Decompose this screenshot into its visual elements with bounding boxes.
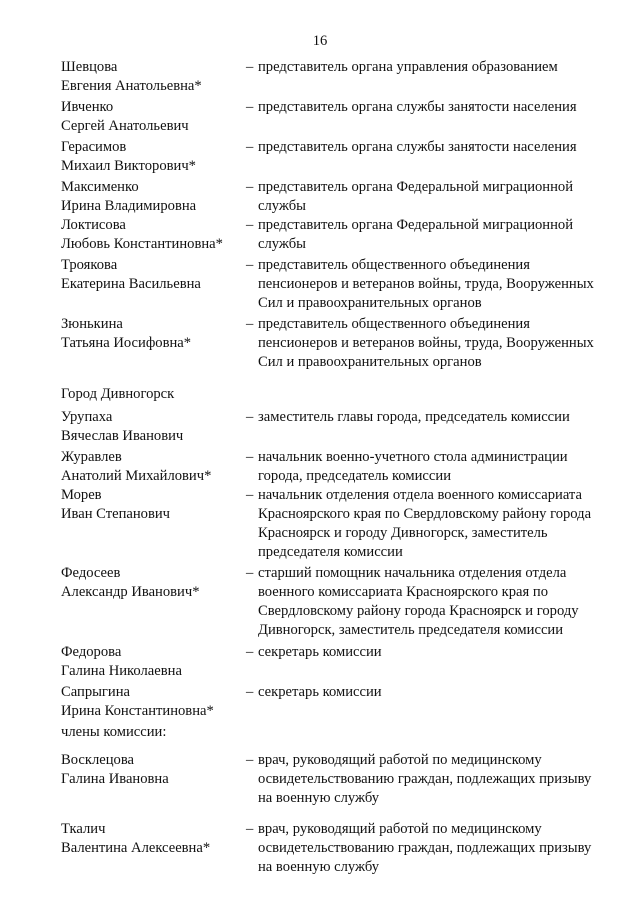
given-name: Анатолий Михайлович* — [61, 468, 212, 484]
dash: – — [246, 217, 254, 233]
person-name — [61, 216, 246, 254]
surname: Федорова — [61, 644, 122, 660]
dash: – — [246, 684, 254, 700]
given-name: Вячеслав Иванович — [61, 428, 184, 444]
person-role — [246, 683, 601, 702]
role-text: представитель органа службы занятости населения — [258, 139, 577, 155]
surname: Ивченко — [61, 99, 114, 115]
list-item — [61, 564, 601, 640]
dash: – — [246, 565, 254, 581]
role-text: начальник военно-учетного стола администрации города, председатель комиссии — [258, 449, 568, 484]
person-role — [246, 408, 601, 427]
person-role — [246, 98, 601, 117]
surname: Шевцова — [61, 59, 118, 75]
role-text: врач, руководящий работой по медицинскому освидетельствованию граждан, подлежащих призыву на военную службу — [258, 821, 592, 875]
dash: – — [246, 752, 254, 768]
commission-list — [61, 58, 601, 877]
given-name: Александр Иванович* — [61, 584, 200, 600]
given-name: Евгения Анатольевна* — [61, 78, 202, 94]
list-item — [61, 315, 601, 372]
dash: – — [246, 257, 254, 273]
list-item — [61, 256, 601, 313]
person-name — [61, 138, 246, 176]
page-number: 16 — [312, 33, 328, 49]
person-name — [61, 486, 246, 524]
dash: – — [246, 409, 254, 425]
section-heading-city: Город Дивногорск — [61, 386, 175, 402]
person-role — [246, 216, 601, 254]
given-name: Ирина Владимировна — [61, 198, 197, 214]
given-name: Иван Степанович — [61, 506, 171, 522]
role-text: представитель общественного объединения пенсионеров и ветеранов войны, труда, Вооруженных Сил и правоохранительных органов — [258, 316, 594, 370]
person-name — [61, 448, 246, 486]
person-name — [61, 58, 246, 96]
surname: Урупаха — [61, 409, 113, 425]
dash: – — [246, 59, 254, 75]
list-item — [61, 751, 601, 808]
surname: Герасимов — [61, 139, 127, 155]
surname: Троякова — [61, 257, 118, 273]
person-name — [61, 751, 246, 789]
person-name — [61, 178, 246, 216]
person-role — [246, 643, 601, 662]
list-item — [61, 486, 601, 562]
person-role — [246, 138, 601, 157]
person-role — [246, 448, 601, 486]
dash: – — [246, 139, 254, 155]
surname: Сапрыгина — [61, 684, 131, 700]
role-text: секретарь комиссии — [258, 684, 382, 700]
surname: Морев — [61, 487, 102, 503]
dash: – — [246, 821, 254, 837]
person-name — [61, 820, 246, 858]
role-text: представитель органа Федеральной миграционной службы — [258, 179, 574, 214]
person-role — [246, 315, 601, 372]
role-text: секретарь комиссии — [258, 644, 382, 660]
list-item — [61, 216, 601, 254]
person-name — [61, 643, 246, 681]
surname: Восклецова — [61, 752, 135, 768]
dash: – — [246, 179, 254, 195]
list-item — [61, 643, 601, 681]
surname: Журавлев — [61, 449, 122, 465]
person-name — [61, 683, 246, 721]
dash: – — [246, 99, 254, 115]
role-text: представитель общественного объединения пенсионеров и ветеранов войны, труда, Вооруженных Сил и правоохранительных органов — [258, 257, 594, 311]
person-role — [246, 178, 601, 216]
given-name: Валентина Алексеевна* — [61, 840, 211, 856]
list-item — [61, 178, 601, 216]
surname: Зюнькина — [61, 316, 123, 332]
person-name — [61, 98, 246, 136]
role-text: старший помощник начальника отделения отдела военного комиссариата Красноярского края по Свердловскому району города Красноярск и городу Дивногорск, заместитель председателя комиссии — [258, 565, 579, 638]
role-text: начальник отделения отдела военного комиссариата Красноярского края по Свердловскому району города Красноярск и городу Дивногорск, заместитель председателя комиссии — [258, 487, 592, 560]
dash: – — [246, 316, 254, 332]
person-role — [246, 486, 601, 562]
role-text: представитель органа Федеральной миграционной службы — [258, 217, 574, 252]
given-name: Екатерина Васильевна — [61, 276, 201, 292]
role-text: представитель органа службы занятости населения — [258, 99, 577, 115]
list-item — [61, 98, 601, 136]
list-item — [61, 138, 601, 176]
given-name: Ирина Константиновна* — [61, 703, 214, 719]
given-name: Сергей Анатольевич — [61, 118, 189, 134]
role-text: врач, руководящий работой по медицинскому освидетельствованию граждан, подлежащих призыву на военную службу — [258, 752, 592, 806]
person-role — [246, 751, 601, 808]
surname: Максименко — [61, 179, 139, 195]
person-name — [61, 564, 246, 602]
surname: Локтисова — [61, 217, 126, 233]
dash: – — [246, 644, 254, 660]
role-text: представитель органа управления образованием — [258, 59, 558, 75]
dash: – — [246, 449, 254, 465]
person-role — [246, 58, 601, 77]
list-item — [61, 448, 601, 486]
given-name: Михаил Викторович* — [61, 158, 196, 174]
surname: Федосеев — [61, 565, 121, 581]
person-name — [61, 315, 246, 353]
list-item — [61, 408, 601, 446]
given-name: Галина Ивановна — [61, 771, 169, 787]
given-name: Галина Николаевна — [61, 663, 182, 679]
given-name: Любовь Константиновна* — [61, 236, 223, 252]
person-role — [246, 256, 601, 313]
list-item — [61, 683, 601, 721]
section-heading-members: члены комиссии: — [61, 724, 167, 740]
person-name — [61, 256, 246, 294]
given-name: Татьяна Иосифовна* — [61, 335, 192, 351]
dash: – — [246, 487, 254, 503]
list-item — [61, 58, 601, 96]
list-item — [61, 820, 601, 877]
surname: Ткалич — [61, 821, 106, 837]
role-text: заместитель главы города, председатель комиссии — [258, 409, 570, 425]
person-name — [61, 408, 246, 446]
person-role — [246, 564, 601, 640]
person-role — [246, 820, 601, 877]
